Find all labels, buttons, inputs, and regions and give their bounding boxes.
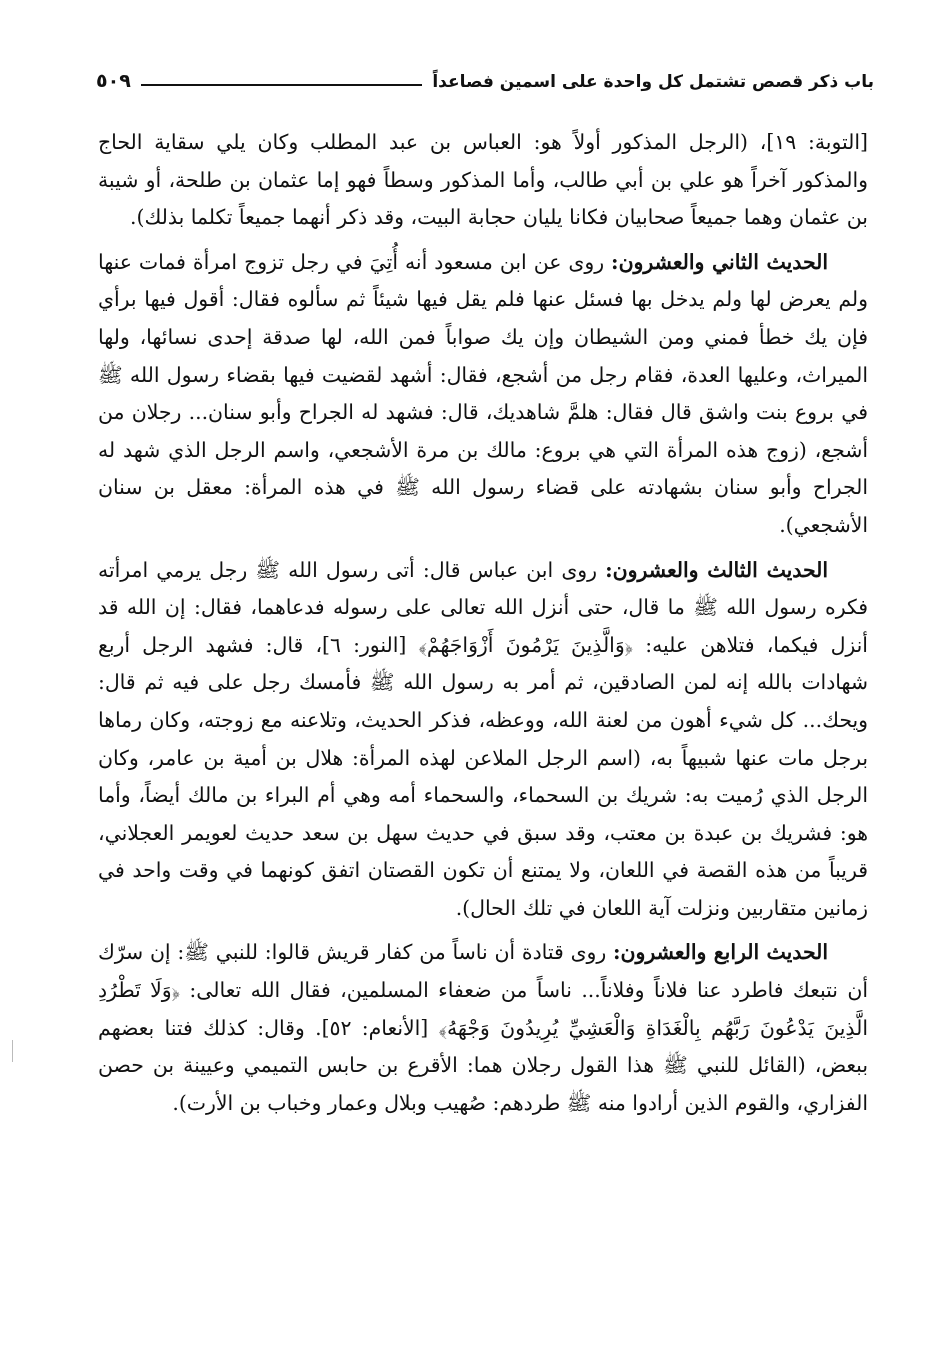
scan-margin-mark	[12, 1040, 13, 1062]
paragraph-text: [التوبة: ١٩]، (الرجل المذكور أولاً هو: العباس بن عبد المطلب وكان يلي سقاية الحاج والمذكور آخراً هو علي بن أبي طالب، وأما المذكور وسطاً فهو إما عثمان بن طلحة، أو شيبة بن عثمان وهما جميعاً صحابيان فكانا يليان حجابة البيت، وقد ذكر أنهما جميعاً تكلما بذلك).	[98, 130, 868, 230]
paragraph-heading: الحديث الرابع والعشرون:	[613, 940, 828, 965]
paragraph	[98, 934, 868, 1122]
paragraph-heading: الحديث الثاني والعشرون:	[611, 249, 828, 274]
body-text	[98, 124, 868, 1129]
paragraph-heading: الحديث الثالث والعشرون:	[605, 557, 829, 582]
page-number: ٥٠٩	[96, 70, 131, 92]
paragraph-text: روى عن ابن مسعود أنه أُتِيَ في رجل تزوج امرأة فمات عنها ولم يعرض لها ولم يدخل بها فسئل عنها فلم يقل فيها شيئاً ثم سألوه فقال: أقول فيها برأي فإن يك خطأ فمني ومن الشيطان وإن يك صواباً فمن الله، لها صدقة إحدى نسائها، ولها الميراث، وعليها العدة، فقام رجل من أشجع، فقال: أشهد لقضيت فيها بقضاء رسول الله ﷺ في بروع بنت واشق قال فقال: هلمَّ شاهديك، قال: فشهد له الجراح وأبو سنان... رجلان من أشجع، (زوج هذه المرأة التي هي بروع: مالك بن مرة الأشجعي، واسم الرجل الذي شهد له الجراح وأبو سنان بشهادته على قضاء رسول الله ﷺ في هذه المرأة: معقل بن سنان الأشجعي).	[98, 249, 868, 537]
paragraph-text: روى ابن عباس قال: أتى رسول الله ﷺ رجل يرمي امرأته فكره رسول الله ﷺ ما قال، حتى أنزل الله تعالى على رسوله فدعاهما، فقال: إن الله قد أنزل فيكما، فتلاهن عليه: ﴿وَالَّذِينَ يَرْمُونَ أَزْوَاجَهُمْ﴾ [النور: ٦]، قال: فشهد الرجل أربع شهادات بالله إنه لمن الصادقين، ثم أمر به رسول الله ﷺ فأمسك رجل على فيه ثم قال: ويحك... كل شيء أهون من لعنة الله، ووعظه، فذكر الحديث، وتلاعنه مع زوجته، وكان رماها برجل مات عنها شبيهاً به، (اسم الرجل الملاعن لهذه المرأة: هلال بن أمية بن عامر، وكان الرجل الذي رُميت به: شريك بن السحماء، والسحماء أمه وهي أم البراء بن مالك أيضاً، وأما هو: فشريك بن عبدة بن معتب، وقد سبق في حديث سهل بن سعد حديث لعويمر العجلاني، قريباً من هذه القصة في اللعان، ولا يمتنع أن تكون القصتان اتفق كونهما في وقت واحد في زمانين متقاربين ونزلت آية اللعان في تلك الحال).	[98, 557, 868, 920]
chapter-title: باب ذكر قصص تشتمل كل واحدة على اسمين فصاعداً	[432, 72, 874, 92]
paragraph	[98, 552, 868, 928]
running-header	[96, 58, 874, 94]
paragraph	[98, 244, 868, 545]
header-rule	[141, 84, 423, 86]
paragraph	[98, 124, 868, 237]
paragraph-text: روى قتادة أن ناساً من كفار قريش قالوا: للنبي ﷺ: إن سرّك أن نتبعك فاطرد عنا فلاناً وفلاناً... ناساً من ضعفاء المسلمين، فقال الله تعالى: ﴿وَلَا تَطْرُدِ الَّذِينَ يَدْعُونَ رَبَّهُم بِالْغَدَاةِ وَالْعَشِيِّ يُرِيدُونَ وَجْهَهُ﴾ [الأنعام: ٥٢]. وقال: كذلك فتنا بعضهم ببعض، (القائل للنبي ﷺ هذا القول رجلان هما: الأقرع بن حابس التميمي وعيينة بن حصن الفزاري، والقوم الذين أرادوا منه ﷺ طردهم: صُهيب وبلال وعمار وخباب بن الأرت).	[98, 940, 869, 1115]
